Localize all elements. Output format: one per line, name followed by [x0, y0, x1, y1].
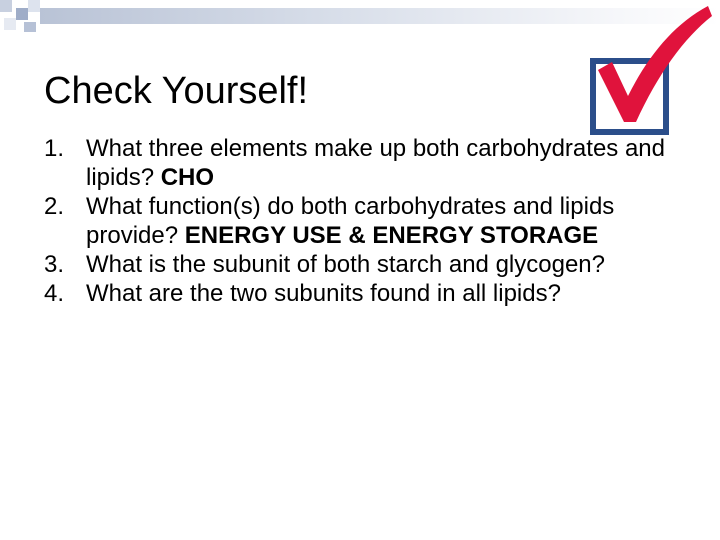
question-text: What are the two subunits found in all lipids? [86, 280, 561, 307]
question-number: 1. [44, 135, 65, 162]
question-item [44, 279, 684, 308]
question-item [44, 250, 684, 279]
question-text: What three elements make up both carbohydrates and lipids? [86, 135, 665, 191]
answer-text: ENERGY USE & ENERGY STORAGE [184, 222, 599, 249]
checkbox-checkmark-icon [584, 4, 720, 136]
question-item [44, 134, 684, 192]
decorative-square [4, 18, 16, 30]
question-item [44, 192, 684, 250]
question-list [44, 134, 684, 308]
answer-text: CHO [160, 164, 215, 191]
decorative-square [16, 8, 28, 20]
decorative-square [0, 0, 12, 12]
question-number: 3. [44, 251, 65, 278]
question-text: What is the subunit of both starch and glycogen? [86, 251, 605, 278]
question-text: What function(s) do both carbohydrates and lipids provide? [86, 193, 615, 249]
decorative-square [28, 0, 40, 12]
decorative-square [24, 22, 36, 32]
slide-title: Check Yourself! [44, 70, 309, 112]
question-number: 2. [44, 193, 65, 220]
question-number: 4. [44, 280, 65, 307]
